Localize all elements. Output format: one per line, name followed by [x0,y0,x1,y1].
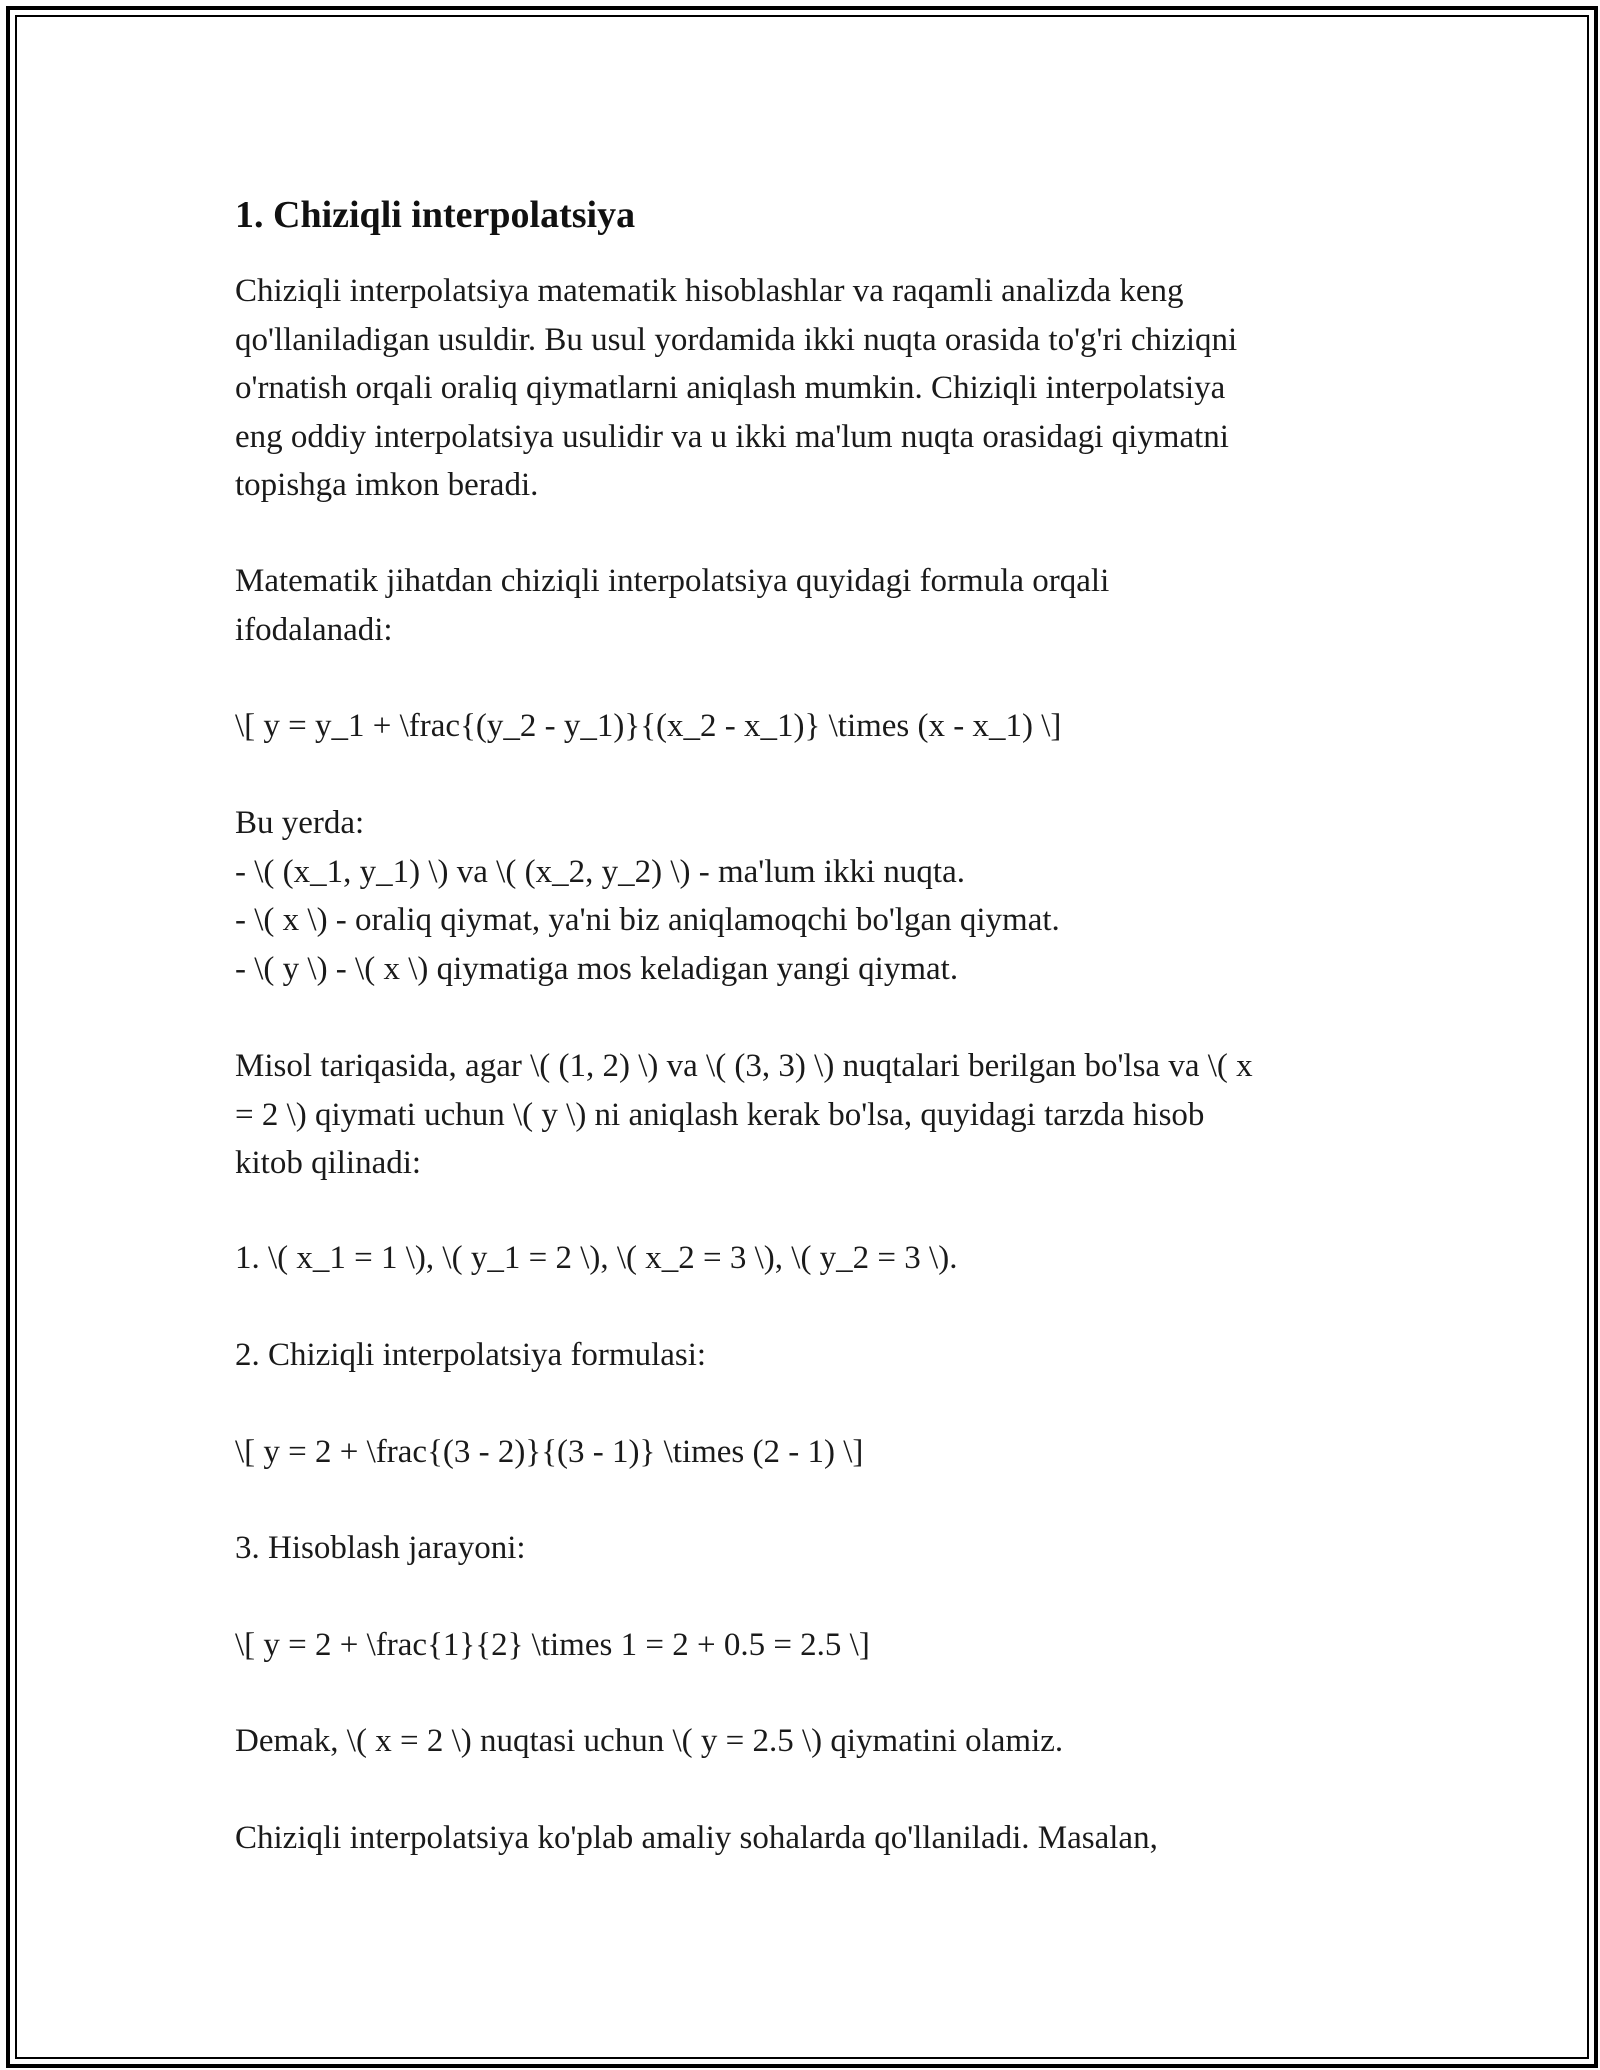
example-line: Misol tariqasida, agar \( (1, 2) \) va \( (3, 3) \) nuqtalari berilgan bo'lsa va \( x [235,1048,1253,1084]
math-intro-line: ifodalanadi: [235,611,393,648]
intro-line: topishga imkon beradi. [235,467,539,503]
intro-paragraph [235,267,1237,510]
step-2-text: 2. Chiziqli interpolatsiya formulasi: [235,1337,707,1373]
conclusion-text: Demak, \( x = 2 \) nuqtasi uchun \( y = 2.5 \) qiymatini olamiz. [235,1723,1064,1759]
step-3-text: 3. Hisoblash jarayoni: [235,1530,526,1566]
where-item: - \( y \) - \( x \) qiymatiga mos keladigan yangi qiymat. [235,950,959,987]
intro-line: qo'llaniladigan usuldir. Bu usul yordamida ikki nuqta orasida to'g'ri chiziqni [235,321,1238,358]
example-paragraph [235,1042,1253,1188]
general-formula [235,702,1061,751]
math-intro-line: Matematik jihatdan chiziqli interpolatsiya quyidagi formula orqali [235,563,1110,599]
where-heading: Bu yerda: [235,805,365,841]
step-1 [235,1234,957,1283]
section-heading: 1. Chiziqli interpolatsiya [235,194,636,236]
step-3 [235,1524,526,1573]
math-intro-paragraph [235,557,1109,654]
closing-paragraph [235,1814,1158,1863]
closing-text: Chiziqli interpolatsiya ko'plab amaliy sohalarda qo'llaniladi. Masalan, [235,1820,1158,1856]
conclusion-paragraph [235,1717,1063,1766]
where-list [235,799,1060,993]
intro-line: eng oddiy interpolatsiya usulidir va u ikki ma'lum nuqta orasidagi qiymatni [235,418,1229,455]
result-formula-text: \[ y = 2 + \frac{1}{2} \times 1 = 2 + 0.5 = 2.5 \] [235,1627,870,1663]
intro-line: Chiziqli interpolatsiya matematik hisoblashlar va raqamli analizda keng [235,273,1184,309]
section-heading-wrap [235,187,635,243]
general-formula-text: \[ y = y_1 + \frac{(y_2 - y_1)}{(x_2 - x_1)} \times (x - x_1) \] [235,708,1062,744]
intro-line: o'rnatish orqali oraliq qiymatlarni aniqlash mumkin. Chiziqli interpolatsiya [235,370,1226,406]
result-formula [235,1621,870,1670]
step-1-text: 1. \( x_1 = 1 \), \( y_1 = 2 \), \( x_2 = 3 \), \( y_2 = 3 \). [235,1240,958,1276]
step-2 [235,1331,706,1380]
example-line: = 2 \) qiymati uchun \( y \) ni aniqlash kerak bo'lsa, quyidagi tarzda hisob [235,1096,1205,1133]
substituted-formula [235,1428,863,1477]
where-item: - \( x \) - oraliq qiymat, ya'ni biz aniqlamoqchi bo'lgan qiymat. [235,902,1060,938]
substituted-formula-text: \[ y = 2 + \frac{(3 - 2)}{(3 - 1)} \times (2 - 1) \] [235,1434,864,1470]
example-line: kitob qilinadi: [235,1145,422,1181]
where-item: - \( (x_1, y_1) \) va \( (x_2, y_2) \) - ma'lum ikki nuqta. [235,853,965,890]
